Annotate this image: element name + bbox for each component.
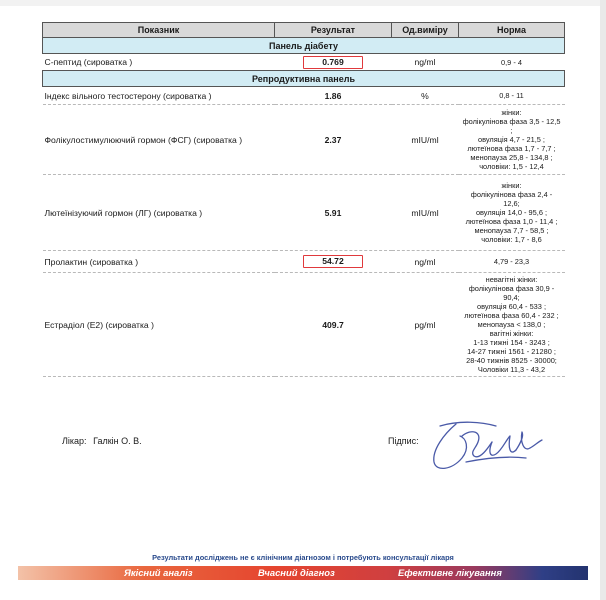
reference-range-line: 1-13 тижні 154 - 3243 ; <box>473 338 550 347</box>
result-value: 5.91 <box>275 175 392 251</box>
table-row <box>43 87 565 105</box>
page-edge-right <box>600 0 606 600</box>
reference-range-line: 0,8 - 11 <box>499 91 524 100</box>
reference-range-line: Чоловіки 11,3 - 43,2 <box>477 365 546 374</box>
disclaimer-text: Результати досліджень не є клінічним діагнозом і потребують консультації лікаря <box>152 553 454 562</box>
reference-range <box>459 105 565 175</box>
reference-range <box>459 87 565 105</box>
column-header-indicator: Показник <box>43 23 275 38</box>
reference-range <box>459 251 565 273</box>
table-row <box>43 54 565 71</box>
reference-range <box>459 273 565 377</box>
unit: % <box>392 87 459 105</box>
footer-slogan-bar <box>18 566 588 580</box>
result-value <box>275 251 392 273</box>
reference-range-line: менопауза 25,8 - 134,8 ; <box>470 153 553 162</box>
abnormal-result-flag: 0.769 <box>303 56 363 69</box>
unit: ng/ml <box>392 54 459 71</box>
indicator-name: Пролактин (сироватка ) <box>43 251 275 273</box>
unit: ng/ml <box>392 251 459 273</box>
signature-label: Підпис: <box>388 436 419 446</box>
table-row <box>43 175 565 251</box>
page-edge-top <box>0 0 606 6</box>
signature-image <box>426 418 544 476</box>
reference-range-line: ; <box>510 126 513 135</box>
table-header-row <box>43 23 565 38</box>
column-header-result: Результат <box>275 23 392 38</box>
reference-range <box>459 54 565 71</box>
reference-range-line: 12,6; <box>503 199 520 208</box>
reference-range-line: фолікулінова фаза 3,5 - 12,5 <box>462 117 561 126</box>
reference-range-line: 90,4; <box>503 293 520 302</box>
table-row <box>43 105 565 175</box>
indicator-name: Естрадіол (Е2) (сироватка ) <box>43 273 275 377</box>
reference-range-line: чоловіки: 1,5 - 12,4 <box>479 162 544 171</box>
result-value: 409.7 <box>275 273 392 377</box>
abnormal-result-flag: 54.72 <box>303 255 363 268</box>
reference-range-line: лютеїнова фаза 1,0 - 11,4 ; <box>465 217 558 226</box>
indicator-name: С-пептид (сироватка ) <box>43 54 275 71</box>
reference-range-line: вагітні жінки: <box>489 329 534 338</box>
reference-range-line: овуляція 14,0 - 95,6 ; <box>475 208 548 217</box>
reference-range-line: невагітні жінки: <box>485 275 538 284</box>
table-row <box>43 251 565 273</box>
reference-range <box>459 175 565 251</box>
reference-range-line: 0,9 - 4 <box>501 57 522 67</box>
column-header-norm: Норма <box>459 23 565 38</box>
unit: mIU/ml <box>392 175 459 251</box>
reference-range-line: 14-27 тижні 1561 - 21280 ; <box>467 347 556 356</box>
doctor-name: Галкін О. В. <box>93 436 142 446</box>
reference-range-line: жінки: <box>501 108 522 117</box>
reference-range-line: овуляція 60,4 - 533 ; <box>476 302 547 311</box>
footer-slogan: Якісний аналіз <box>124 567 193 578</box>
panel-header-reproductive <box>43 71 565 87</box>
footer-slogan: Вчасний діагноз <box>258 567 335 578</box>
result-value: 1.86 <box>275 87 392 105</box>
result-value: 2.37 <box>275 105 392 175</box>
reference-range-line: фолікулінова фаза 2,4 - <box>470 190 553 199</box>
reference-range-line: овуляція 4,7 - 21,5 ; <box>478 135 545 144</box>
reference-range-line: лютеїнова фаза 1,7 - 7,7 ; <box>467 144 556 153</box>
table-row <box>43 273 565 377</box>
indicator-name: Індекс вільного тестостерону (сироватка ) <box>43 87 275 105</box>
result-value <box>275 54 392 71</box>
doctor-label: Лікар: <box>62 436 87 446</box>
reference-range-line: 4,79 - 23,3 <box>493 257 530 266</box>
reference-range-line: 28-40 тижнів 8525 - 30000; <box>466 356 557 365</box>
reference-range-line: менопауза < 138,0 ; <box>477 320 546 329</box>
doctor-line <box>62 436 142 446</box>
indicator-name: Лютеїнізуючий гормон (ЛГ) (сироватка ) <box>43 175 275 251</box>
reference-range-line: жінки: <box>501 181 522 190</box>
unit: mIU/ml <box>392 105 459 175</box>
panel-header-diabetes <box>43 38 565 54</box>
reference-range-line: фолікулінова фаза 30,9 - <box>468 284 555 293</box>
results-table <box>42 22 565 377</box>
panel-title: Репродуктивна панель <box>43 71 565 87</box>
reference-range-line: чоловіки: 1,7 - 8,6 <box>481 235 542 244</box>
indicator-name: Фолікулостимулюючий гормон (ФСГ) (сироватка ) <box>43 105 275 175</box>
unit: pg/ml <box>392 273 459 377</box>
column-header-unit: Од.виміру <box>392 23 459 38</box>
footer-slogan: Ефективне лікування <box>398 567 502 578</box>
reference-range-line: лютеїнова фаза 60,4 - 232 ; <box>464 311 559 320</box>
panel-title: Панель діабету <box>43 38 565 54</box>
reference-range-line: менопауза 7,7 - 58,5 ; <box>474 226 549 235</box>
